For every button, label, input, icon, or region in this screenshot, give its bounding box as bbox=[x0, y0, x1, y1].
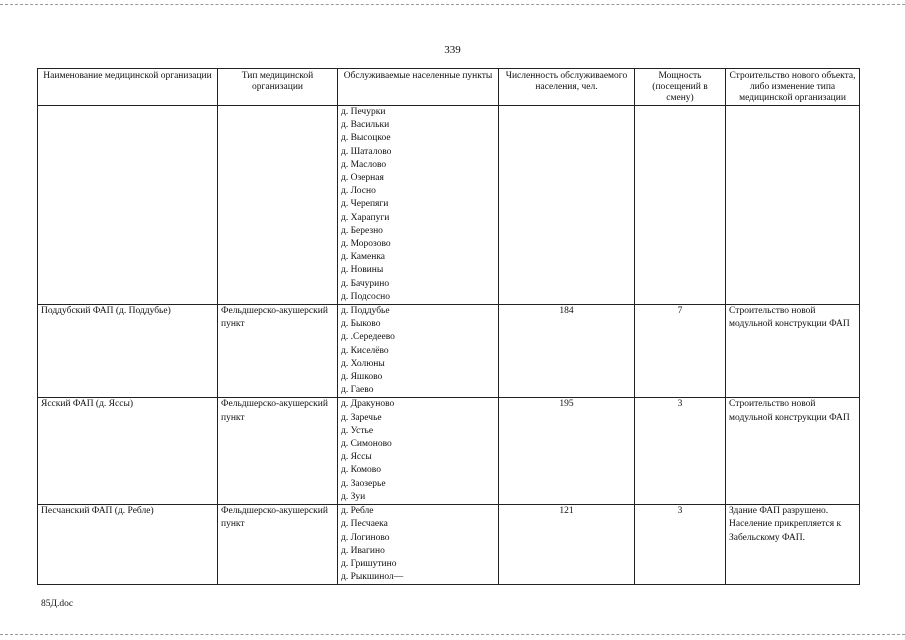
village-item: д. Устье bbox=[341, 425, 374, 436]
village-item: д. Березно bbox=[341, 225, 383, 236]
village-item: д. Бачурино bbox=[341, 278, 390, 289]
village-item: д. Рыкшинол— bbox=[341, 572, 404, 583]
table-row bbox=[38, 398, 860, 505]
capacity-cell: 7 bbox=[635, 305, 726, 398]
population-cell: 121 bbox=[499, 505, 635, 585]
organization-type-cell: Фельдшерско-акушерский пункт bbox=[218, 398, 338, 505]
header-served-settlements: Обслуживаемые населенные пункты bbox=[338, 69, 499, 106]
construction-cell: Строительство новой модульной конструкции ФАП bbox=[726, 305, 860, 398]
village-item: д. .Середеево bbox=[341, 332, 395, 343]
capacity-cell: 3 bbox=[635, 398, 726, 505]
villages-cell bbox=[338, 106, 499, 305]
scan-edge-bottom bbox=[0, 634, 905, 635]
village-item: д. Васильки bbox=[341, 120, 390, 131]
village-item: д. Логиново bbox=[341, 532, 390, 543]
village-item: д. Черепяги bbox=[341, 199, 389, 210]
village-item: д. Лосно bbox=[341, 186, 376, 197]
village-item: д. Песчаека bbox=[341, 519, 388, 530]
village-item: д. Гаево bbox=[341, 385, 374, 396]
village-item: д. Яссы bbox=[341, 452, 372, 463]
organization-type-cell: Фельдшерско-акушерский пункт bbox=[218, 505, 338, 585]
header-construction: Строительство нового объекта, либо изменение типа медицинской организации bbox=[726, 69, 860, 106]
village-item: д. Озерная bbox=[341, 173, 384, 184]
file-name: 85Д.doc bbox=[41, 599, 74, 609]
village-item: д. Маслово bbox=[341, 159, 387, 170]
village-item: д. Новины bbox=[341, 265, 384, 276]
organization-name-cell: Поддубский ФАП (д. Поддубье) bbox=[38, 305, 218, 398]
villages-cell bbox=[338, 398, 499, 505]
village-item: д. Морозово bbox=[341, 239, 391, 250]
organization-type-cell bbox=[218, 106, 338, 305]
village-item: д. Яшково bbox=[341, 372, 383, 383]
village-item: д. Холюны bbox=[341, 358, 385, 369]
population-cell: 195 bbox=[499, 398, 635, 505]
construction-cell bbox=[726, 106, 860, 305]
table-header-row bbox=[38, 69, 860, 106]
header-organization-name: Наименование медицинской организации bbox=[38, 69, 218, 106]
organization-name-cell: Ясский ФАП (д. Яссы) bbox=[38, 398, 218, 505]
village-item: д. Шаталово bbox=[341, 146, 392, 157]
header-capacity: Мощность (посещений в смену) bbox=[635, 69, 726, 106]
village-item: д. Быково bbox=[341, 319, 381, 330]
capacity-cell bbox=[635, 106, 726, 305]
table-row bbox=[38, 305, 860, 398]
village-item: д. Подсосно bbox=[341, 291, 391, 302]
population-cell: 184 bbox=[499, 305, 635, 398]
header-population: Численность обслуживаемого населения, чел. bbox=[499, 69, 635, 106]
page-number: 339 bbox=[444, 44, 461, 56]
village-item: д. Печурки bbox=[341, 107, 386, 117]
header-organization-type: Тип медицинской организации bbox=[218, 69, 338, 106]
village-item: д. Заречье bbox=[341, 412, 382, 423]
population-cell bbox=[499, 106, 635, 305]
village-item: д. Заозерье bbox=[341, 478, 386, 489]
table-row bbox=[38, 106, 860, 305]
village-item: д. Гришутино bbox=[341, 558, 397, 569]
table-row bbox=[38, 505, 860, 585]
table-body bbox=[38, 106, 860, 585]
organization-type-cell: Фельдшерско-акушерский пункт bbox=[218, 305, 338, 398]
village-item: д. Высоцкое bbox=[341, 133, 391, 144]
scan-edge-top bbox=[0, 4, 905, 5]
village-item: д. Зуи bbox=[341, 491, 366, 502]
village-item: д. Ребле bbox=[341, 506, 374, 517]
village-item: д. Дракуново bbox=[341, 399, 395, 410]
village-item: д. Симоново bbox=[341, 439, 392, 450]
village-item: д. Каменка bbox=[341, 252, 386, 263]
village-item: д. Киселёво bbox=[341, 345, 389, 356]
villages-cell bbox=[338, 305, 499, 398]
medical-organizations-table bbox=[37, 68, 860, 585]
organization-name-cell bbox=[38, 106, 218, 305]
construction-cell: Строительство новой модульной конструкции ФАП bbox=[726, 398, 860, 505]
capacity-cell: 3 bbox=[635, 505, 726, 585]
village-item: д. Комово bbox=[341, 465, 381, 476]
village-item: д. Ивагино bbox=[341, 545, 385, 556]
village-item: д. Харапуги bbox=[341, 212, 390, 223]
villages-cell bbox=[338, 505, 499, 585]
organization-name-cell: Песчанский ФАП (д. Ребле) bbox=[38, 505, 218, 585]
construction-cell: Здание ФАП разрушено. Население прикрепляется к Забельскому ФАП. bbox=[726, 505, 860, 585]
village-item: д. Поддубье bbox=[341, 306, 390, 317]
